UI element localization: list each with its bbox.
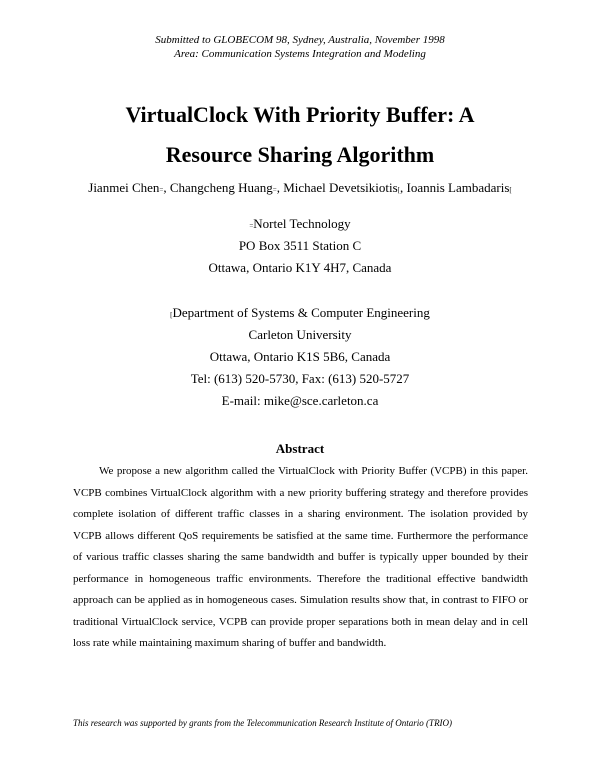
author-list [0,180,600,198]
affiliation-2-line-4: Tel: (613) 520-5730, Fax: (613) 520-5727 [190,371,410,386]
affiliation-mark: = [249,222,254,230]
abstract-heading: Abstract [275,441,325,456]
affiliation-2-line-5: E-mail: mike@sce.carleton.ca [221,393,379,408]
title-line-2: Resource Sharing Algorithm [165,142,435,167]
affiliation-mark: = [159,186,164,194]
title-line-1: VirtualClock With Priority Buffer: A [125,102,475,127]
affiliation-mark: [ [509,186,512,194]
footnote: This research was supported by grants from the Telecommunication Research Institute of Ontario (TRIO) [73,718,453,728]
author-name: Ioannis Lambadaris [406,180,510,195]
affiliation-2-line-2: Carleton University [248,327,352,342]
affiliation-2-line-3: Ottawa, Ontario K1S 5B6, Canada [209,349,391,364]
affiliation-mark: = [272,186,277,194]
affiliation-mark: [ [397,186,400,194]
author-separator: , [400,180,407,195]
affiliation-text: Department of Systems & Computer Engineering [172,305,430,320]
author-name: Michael Devetsikiotis [283,180,398,195]
author-name: Changcheng Huang [169,180,273,195]
affiliation-1-line-1 [0,216,600,234]
affiliation-1-line-2: PO Box 3511 Station C [238,238,362,253]
affiliation-1-line-3: Ottawa, Ontario K1Y 4H7, Canada [208,260,392,275]
venue-line-2: Area: Communication Systems Integration and Modeling [174,48,426,60]
affiliation-text: Nortel Technology [253,216,351,231]
author-separator: , [276,180,284,195]
affiliation-2-line-1 [0,305,600,323]
author-separator: , [163,180,170,195]
affiliation-mark: [ [170,311,173,319]
venue-line-1: Submitted to GLOBECOM 98, Sydney, Australia, November 1998 [155,34,445,46]
abstract-body: We propose a new algorithm called the VirtualClock with Priority Buffer (VCPB) in this paper. VCPB combines VirtualClock algorithm with a new priority buffering strategy and therefore provides complete isolation of different traffic classes in a sharing environment. The isolation provided by VCPB allows different QoS requirements be satisfied at the same time. Furthermore the performance of various traffic classes sharing the same bandwidth and buffer is typically upper bounded by their performance in homogeneous traffic environments. Therefore the traditional effective bandwidth approach can be applied as in homogeneous cases. Simulation results show that, in contrast to FIFO or traditional VirtualClock service, VCPB can provide proper separations both in mean delay and in cell loss rate while maintaining maximum sharing of buffer and bandwidth. [73,465,528,649]
author-name: Jianmei Chen [88,180,160,195]
